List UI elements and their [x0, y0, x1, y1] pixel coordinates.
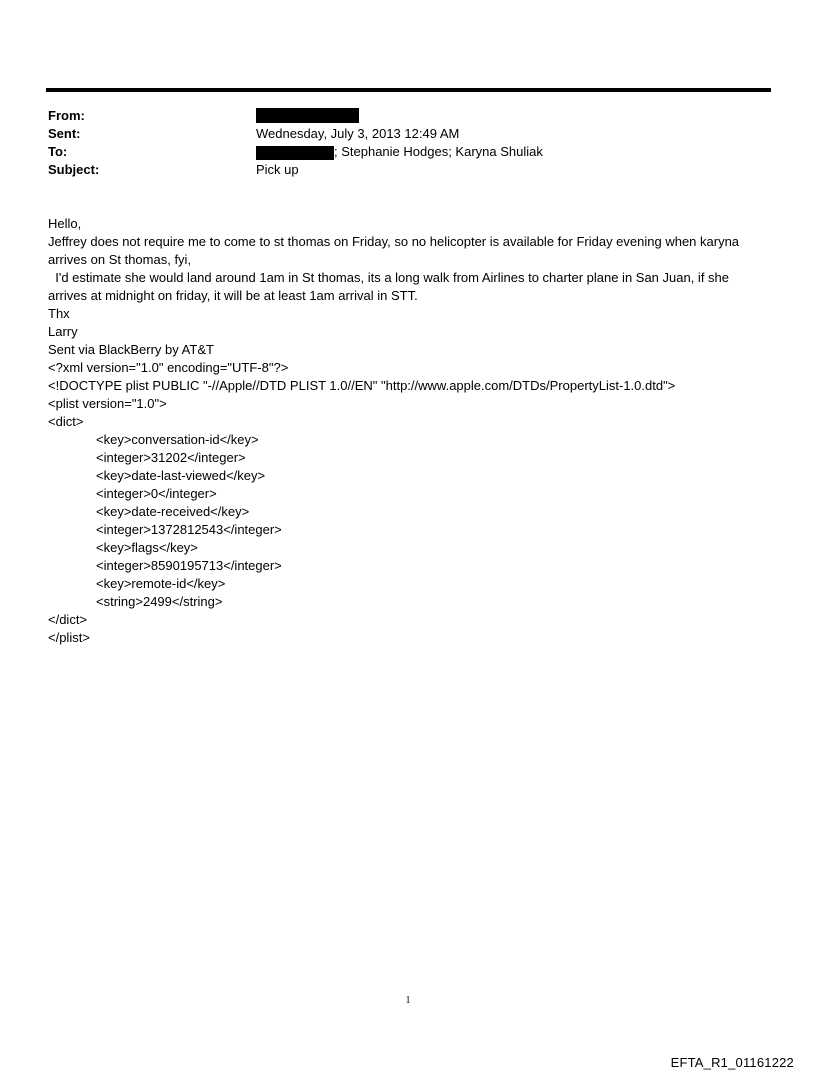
body-line: Jeffrey does not require me to come to st thomas on Friday, so no helicopter is available for Friday evening when karyna: [48, 234, 740, 249]
body-line: arrives at midnight on friday, it will be at least 1am arrival in STT.: [48, 288, 418, 303]
subject-value: Pick up: [256, 162, 299, 177]
body-line: Hello,: [48, 216, 82, 231]
to-value: [256, 143, 543, 161]
xml-dict-line: <key>remote-id</key>: [96, 576, 226, 591]
from-redaction-block: [256, 108, 359, 123]
xml-dict-line: <key>date-last-viewed</key>: [96, 468, 266, 483]
xml-line: </dict>: [48, 612, 88, 627]
xml-dict-line: <integer>1372812543</integer>: [96, 522, 282, 537]
subject-label: Subject:: [48, 162, 100, 177]
body-line: arrives on St thomas, fyi,: [48, 252, 192, 267]
xml-dict-line: <integer>8590195713</integer>: [96, 558, 282, 573]
xml-dict-line: <key>flags</key>: [96, 540, 198, 555]
header-divider-rule: [46, 88, 771, 92]
sent-label: Sent:: [48, 126, 81, 141]
xml-line: <!DOCTYPE plist PUBLIC "-//Apple//DTD PLIST 1.0//EN" "http://www.apple.com/DTDs/PropertyList-1.0.dtd">: [48, 378, 676, 393]
body-line: Larry: [48, 324, 78, 339]
sent-value: Wednesday, July 3, 2013 12:49 AM: [256, 126, 460, 141]
xml-line: <plist version="1.0">: [48, 396, 167, 411]
xml-dict-line: <string>2499</string>: [96, 594, 223, 609]
xml-dict-line: <key>conversation-id</key>: [96, 432, 259, 447]
to-label: To:: [48, 144, 68, 159]
from-value: [256, 107, 359, 125]
page-number: 1: [405, 995, 411, 1006]
xml-dict-line: <integer>0</integer>: [96, 486, 217, 501]
document-id: EFTA_R1_01161222: [670, 1055, 794, 1070]
body-line: Thx: [48, 306, 70, 321]
from-label: From:: [48, 108, 85, 123]
xml-dict-line: <key>date-received</key>: [96, 504, 250, 519]
body-line: I'd estimate she would land around 1am in St thomas, its a long walk from Airlines to charter plane in San Juan, if she: [48, 270, 730, 285]
email-body: [48, 215, 783, 647]
xml-line: </plist>: [48, 630, 90, 645]
xml-line: <?xml version="1.0" encoding="UTF-8"?>: [48, 360, 289, 375]
to-recipients: ; Stephanie Hodges; Karyna Shuliak: [334, 144, 543, 159]
body-line: Sent via BlackBerry by AT&T: [48, 342, 214, 357]
to-redaction-block: [256, 146, 334, 160]
xml-line: <dict>: [48, 414, 84, 429]
xml-dict-line: <integer>31202</integer>: [96, 450, 246, 465]
